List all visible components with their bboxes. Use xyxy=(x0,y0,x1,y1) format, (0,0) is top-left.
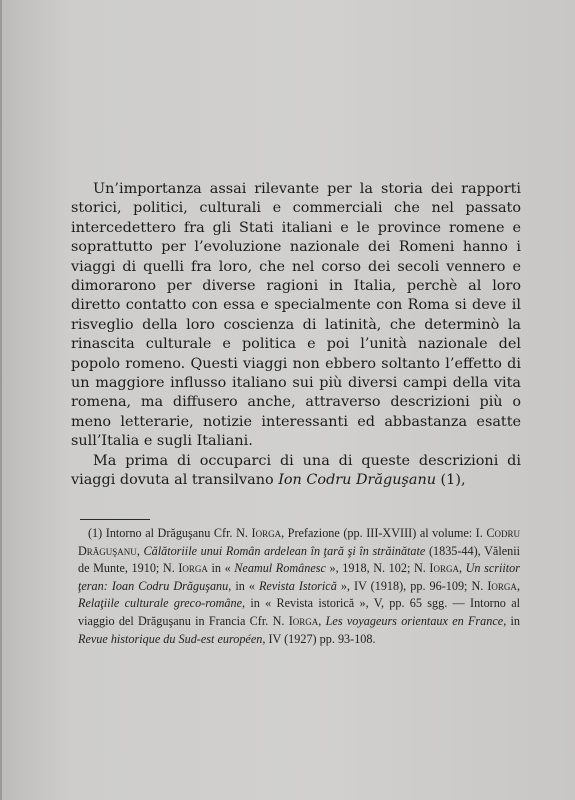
footnote-ref: (1), xyxy=(435,472,466,489)
footnote-title: Revue historique du Sud-est européen xyxy=(78,631,263,646)
footnote-segment: , xyxy=(318,613,326,628)
footnote-title: Relaţiile culturale greco-române xyxy=(78,596,243,611)
footnote-segment: , IV (1927) pp. 93-108. xyxy=(262,631,376,646)
footnote-title: Revista Istorică xyxy=(258,578,337,593)
footnote-segment: (1835-44), Vălenii de Munte, 1910; N. xyxy=(78,543,521,576)
footnote-segment: », IV (1918), pp. 96-109; N. xyxy=(336,578,488,593)
footnote-segment: , xyxy=(136,543,144,558)
footnote-segment: , xyxy=(458,561,466,576)
footnote-author: Iorga xyxy=(288,613,319,628)
footnote-segment: , in « Revista istorică », V, pp. 65 sgg. — Intorno al viaggio del Drăguşanu in Francia Cfr. N. xyxy=(78,596,520,628)
footnote-segment: », 1918, N. 102; N. xyxy=(325,561,430,576)
footnote-author: Iorga xyxy=(429,561,459,576)
footnote-author: Iorga xyxy=(178,561,208,576)
author-name: Ion Codru Drăguşanu xyxy=(278,472,436,489)
paragraph-2 xyxy=(71,452,521,491)
footnote-segment: , Prefazione (pp. III-XVIII) al volume: I. xyxy=(281,526,487,540)
footnote-text xyxy=(78,525,520,648)
footnote-title: Călătoriile unui Român ardelean în ţară şi în străinătate xyxy=(143,543,426,558)
footnote-separator xyxy=(80,519,150,520)
main-text xyxy=(71,180,521,491)
footnote-segment: (1) Intorno al Drăguşanu Cfr. N. xyxy=(88,526,252,540)
footnote-title: Neamul Românesc xyxy=(234,561,326,576)
footnote-author: Iorga xyxy=(251,526,282,540)
footnote-title: Les voyageurs orientaux en France xyxy=(325,613,504,628)
footnote-segment: , in xyxy=(503,613,520,628)
footnote-author: Iorga xyxy=(487,578,517,593)
paragraph-2-start: Ma prima di occuparci di una di queste descrizioni di viaggi dovuta al transilvano xyxy=(71,452,521,489)
footnote xyxy=(78,525,520,648)
paragraph-1: Un’importanza assai rilevante per la storia dei rapporti storici, politici, culturali e commerciali che nel passato intercedettero fra gli Stati italiani e le province romene e soprattutto per l’evoluzione nazionale dei Romeni hanno i viaggi di quelli fra loro, che nel corso dei secoli vennero e dimorarono per diverse ragioni in Italia, perchè al loro diretto contatto con essa e specialmente con Roma si deve il risveglio della loro coscienza di latinità, che determinò la rinascita culturale e politica e poi l’unità nazionale del popolo romeno. Questi viaggi non ebbero soltanto l’effetto di un maggiore influsso italiano sui più diversi campi della vita romena, ma diffusero anche, attraverso descrizioni più o meno letterarie, notizie interessanti ed abbastanza esatte sull’Italia e sugli Italiani. xyxy=(71,181,521,450)
footnote-segment: in « xyxy=(207,561,235,576)
footnote-title: Un scriitor ţeran: Ioan Codru Drăguşanu xyxy=(78,561,520,593)
footnote-segment: , xyxy=(516,578,520,593)
footnote-segment: , in « xyxy=(228,578,259,593)
footnote-author: Codru Drăguşanu xyxy=(78,526,520,558)
